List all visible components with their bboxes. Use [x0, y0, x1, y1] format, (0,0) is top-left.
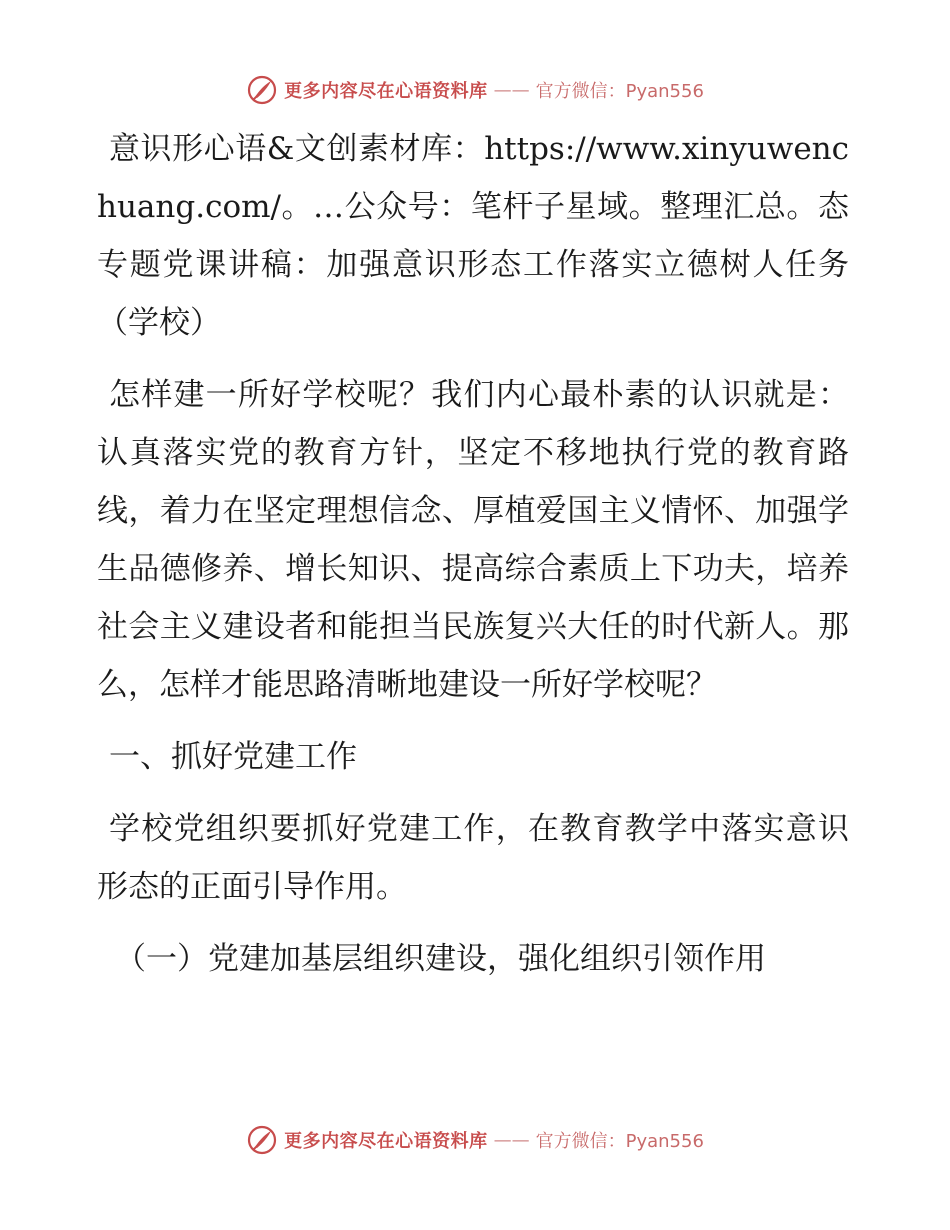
banner-separator: ——	[493, 79, 530, 101]
body-paragraph-1: 怎样建一所好学校呢？我们内心最朴素的认识就是：认真落实党的教育方针，坚定不移地执行党的教育路线，着力在坚定理想信念、厚植爱国主义情怀、加强学生品德修养、增长知识、提高综合素质上下功夫，培养社会主义建设者和能担当民族复兴大任的时代新人。那么，怎样才能思路清晰地建设一所好学校呢？	[97, 377, 849, 703]
header-banner	[0, 70, 950, 110]
quill-pen-logo-icon	[246, 74, 278, 106]
document-body	[97, 120, 849, 988]
subsection-heading-1: （一）党建加基层组织建设，强化组织引领作用	[115, 941, 766, 977]
intro-paragraph: 意识形心语&文创素材库：https://www.xinyuwenchuang.com/。…公众号：笔杆子星域。整理汇总。态专题党课讲稿：加强意识形态工作落实立德树人任务（学校）	[97, 131, 849, 341]
footer-banner	[0, 1120, 950, 1160]
quill-pen-logo-icon	[246, 1124, 278, 1156]
section-heading-1: 一、抓好党建工作	[109, 739, 357, 775]
banner-separator: ——	[493, 1129, 530, 1151]
banner-slogan: 更多内容尽在心语资料库	[284, 81, 488, 102]
banner-wechat-id: 官方微信：Pyan556	[535, 1131, 704, 1152]
banner-slogan: 更多内容尽在心语资料库	[284, 1131, 488, 1152]
body-paragraph-2: 学校党组织要抓好党建工作，在教育教学中落实意识形态的正面引导作用。	[97, 811, 849, 905]
banner-wechat-id: 官方微信：Pyan556	[535, 81, 704, 102]
